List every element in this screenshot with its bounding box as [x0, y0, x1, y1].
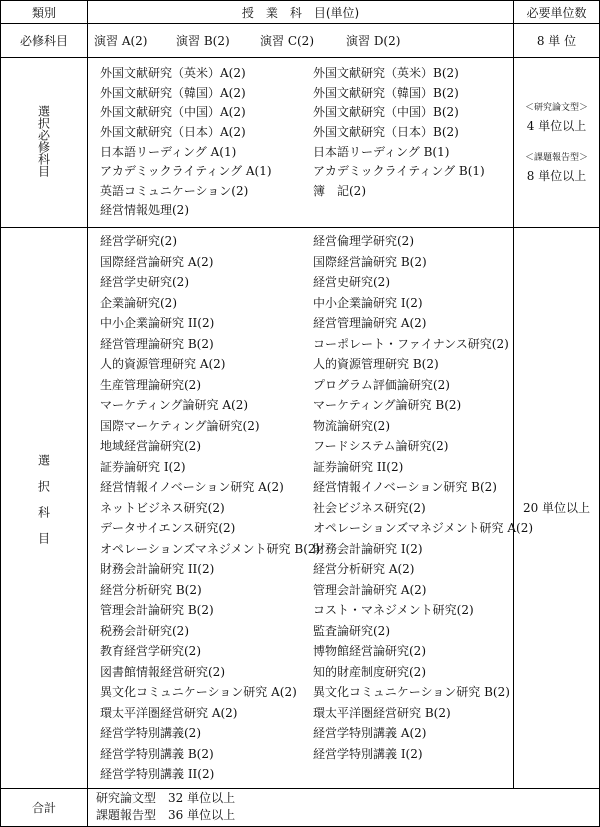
course-item: 企業論研究(2) [100, 295, 177, 310]
total-category: 合計 [1, 788, 88, 826]
course-item: コーポレート・ファイナンス研究(2) [313, 336, 509, 351]
required-units: 8 単 位 [514, 24, 600, 58]
course-item: 人的資源管理研究 B(2) [313, 357, 439, 371]
elective-required-row [1, 58, 600, 228]
course-item: 経営情報処理(2) [100, 203, 189, 218]
type1-label: ＜研究論文型＞ [524, 102, 588, 113]
type2-units: 8 単位以上 [526, 168, 587, 183]
header-courses: 授 業 科 目(単位) [88, 1, 514, 24]
course-item: 地域経営論研究(2) [100, 439, 201, 453]
course-item: 経営学特別講義 B(2) [100, 746, 214, 761]
course-item: 外国文献研究（韓国）A(2) [100, 85, 246, 100]
required-row [1, 24, 600, 58]
course-item: 財務会計論研究 I(2) [313, 541, 423, 556]
course-item: 証券論研究 I(2) [100, 459, 186, 474]
course-item: 経営学特別講義 I(2) [313, 746, 423, 761]
course-item: アカデミックライティング A(1) [100, 164, 272, 179]
course-item: 管理会計論研究 B(2) [100, 603, 214, 617]
course-item: 外国文献研究（英米）B(2) [313, 66, 459, 81]
course-item: オペレーションズマネジメント研究 B(2) [100, 541, 321, 556]
course-item: 物流論研究(2) [313, 418, 390, 433]
course-item: プログラム評価論研究(2) [313, 377, 450, 392]
course-item: 知的財産制度研究(2) [313, 664, 426, 679]
course-item: 経営学特別講義 II(2) [100, 767, 215, 781]
total-line: 研究論文型 32 単位以上 [96, 791, 236, 805]
course-item: 財務会計論研究 II(2) [100, 562, 215, 576]
course-item: フードシステム論研究(2) [313, 439, 449, 453]
course-item: 外国文献研究（中国）A(2) [100, 105, 246, 120]
course-item: 教育経営学研究(2) [100, 644, 201, 658]
course-item: 外国文献研究（中国）B(2) [313, 105, 459, 120]
course-item: 図書館情報経営研究(2) [100, 664, 225, 679]
elective-category-label: 選択科目 [36, 454, 51, 559]
required-course: 演習 B(2) [176, 34, 230, 48]
course-item: 国際経営論研究 A(2) [100, 254, 214, 269]
course-item: 経営管理論研究 A(2) [313, 316, 427, 330]
total-lines [88, 788, 600, 826]
elective-required-category-label: 選択必修科目 [36, 105, 51, 177]
course-item: マーケティング論研究 A(2) [100, 398, 249, 412]
course-item: 社会ビジネス研究(2) [313, 500, 426, 515]
course-item: 簿 記(2) [313, 183, 366, 198]
course-item: 税務会計研究(2) [100, 623, 189, 638]
course-item: 経営学史研究(2) [100, 275, 189, 289]
course-item: 経営情報イノベーション研究 B(2) [313, 480, 497, 494]
required-course: 演習 C(2) [260, 34, 314, 48]
header-required-units: 必要単位数 [514, 1, 600, 24]
header-row [1, 1, 600, 24]
elective-required-courses [88, 58, 514, 228]
course-item: 日本語リーディング B(1) [313, 144, 450, 159]
elective-row [1, 228, 600, 789]
course-item: 外国文献研究（英米）A(2) [100, 66, 246, 81]
course-item: コスト・マネジメント研究(2) [313, 603, 474, 617]
course-item: 管理会計論研究 A(2) [313, 582, 427, 597]
course-item: マーケティング論研究 B(2) [313, 398, 462, 412]
elective-units: 20 単位以上 [514, 228, 600, 789]
course-item: 経営情報イノベーション研究 A(2) [100, 480, 284, 494]
required-category: 必修科目 [1, 24, 88, 58]
course-item: 国際経営論研究 B(2) [313, 254, 427, 269]
course-item: 経営学特別講義 A(2) [313, 726, 427, 740]
course-item: 異文化コミュニケーション研究 A(2) [100, 685, 297, 699]
course-item: 経営分析研究 B(2) [100, 582, 202, 597]
course-item: 日本語リーディング A(1) [100, 144, 237, 159]
course-item: 経営学研究(2) [100, 234, 177, 248]
course-item: 経営分析研究 A(2) [313, 562, 415, 576]
course-item: 外国文献研究（日本）B(2) [313, 124, 459, 139]
course-item: 証券論研究 II(2) [313, 459, 404, 474]
course-item: 外国文献研究（日本）A(2) [100, 124, 246, 139]
header-category: 類別 [1, 1, 88, 24]
total-row [1, 788, 600, 826]
course-item: オペレーションズマネジメント研究 A(2) [313, 521, 534, 535]
required-courses [88, 24, 514, 58]
type1-units: 4 単位以上 [526, 118, 587, 133]
course-item: 中小企業論研究 II(2) [100, 316, 215, 330]
course-item: 生産管理論研究(2) [100, 377, 201, 392]
course-item: 経営学特別講義(2) [100, 726, 201, 740]
course-item: 経営管理論研究 B(2) [100, 336, 214, 351]
required-course: 演習 D(2) [346, 34, 401, 48]
elective-courses [88, 228, 534, 789]
course-item: 経営倫理学研究(2) [313, 234, 414, 248]
course-item: 人的資源管理研究 A(2) [100, 357, 226, 371]
course-item: アカデミックライティング B(1) [313, 164, 485, 179]
course-item: データサイエンス研究(2) [100, 521, 236, 535]
course-item: 監査論研究(2) [313, 623, 390, 638]
course-item: 英語コミュニケーション(2) [100, 183, 249, 198]
course-item: 博物館経営論研究(2) [313, 644, 426, 658]
total-line: 課題報告型 36 単位以上 [96, 808, 236, 822]
course-item: 外国文献研究（韓国）B(2) [313, 85, 459, 100]
elective-required-category [1, 58, 88, 228]
course-item: ネットビジネス研究(2) [100, 500, 225, 515]
required-course: 演習 A(2) [94, 34, 148, 48]
elective-category [1, 228, 88, 789]
type2-label: ＜課題報告型＞ [524, 152, 588, 163]
course-item: 環太平洋圏経営研究 B(2) [313, 705, 451, 720]
course-item: 国際マーケティング論研究(2) [100, 418, 260, 433]
course-item: 経営史研究(2) [313, 275, 390, 289]
course-item: 中小企業論研究 I(2) [313, 295, 423, 310]
course-item: 環太平洋圏経営研究 A(2) [100, 705, 238, 720]
course-item: 異文化コミュニケーション研究 B(2) [313, 685, 510, 699]
elective-required-units [514, 58, 600, 228]
